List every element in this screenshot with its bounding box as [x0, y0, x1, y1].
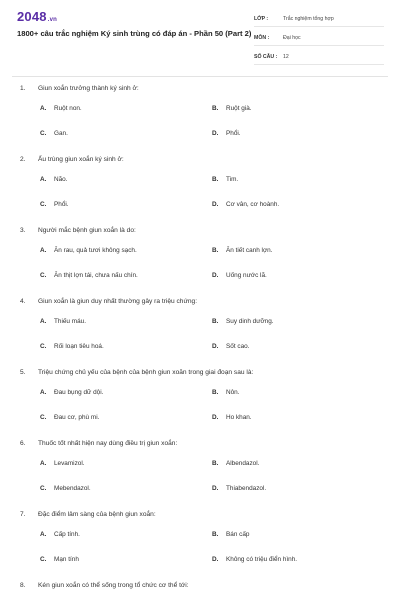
option-letter: C. [40, 556, 47, 563]
question-text: Giun xoắn là giun duy nhất thường gây ra triệu chứng: [38, 298, 198, 305]
option-letter: B. [212, 531, 219, 538]
option-b[interactable] [212, 389, 240, 396]
option-letter: A. [40, 318, 47, 325]
option-letter: A. [40, 389, 47, 396]
option-text: Thiabendazol. [226, 485, 267, 492]
page-header [0, 0, 400, 72]
option-letter: D. [212, 414, 219, 421]
option-a[interactable] [40, 105, 82, 112]
question-text: Thuốc tốt nhất hiện nay dùng điều trị giun xoắn: [38, 440, 178, 447]
question-number: 8. [20, 582, 26, 589]
option-letter: A. [40, 176, 47, 183]
option-letter: D. [212, 201, 219, 208]
question-text: Triệu chứng chủ yếu của bệnh của bệnh giun xoăn trong giai đoạn sau là: [38, 369, 254, 376]
question-item [0, 577, 400, 600]
option-letter: B. [212, 318, 219, 325]
option-letter: B. [212, 176, 219, 183]
question-text: Giun xoắn trưởng thành ký sinh ở: [38, 85, 139, 92]
option-c[interactable] [40, 130, 68, 137]
option-d[interactable] [212, 485, 266, 492]
question-number: 5. [20, 369, 26, 376]
option-b[interactable] [212, 318, 274, 325]
question-text: Đặc điểm lâm sàng của bệnh giun xoắn: [38, 511, 156, 518]
option-text: Ruột non. [54, 105, 82, 112]
option-text: Sốt cao. [226, 343, 250, 350]
option-text: Phổi. [226, 130, 241, 137]
meta-value: Đại học [283, 35, 301, 41]
option-text: Rối loạn tiêu hoá. [54, 343, 104, 350]
option-d[interactable] [212, 556, 297, 563]
meta-key: MÔN : [254, 35, 270, 41]
option-letter: C. [40, 414, 47, 421]
question-number: 7. [20, 511, 26, 518]
option-b[interactable] [212, 460, 259, 467]
option-d[interactable] [212, 414, 252, 421]
option-text: Tim. [226, 176, 239, 183]
option-a[interactable] [40, 318, 86, 325]
option-letter: D. [212, 343, 219, 350]
option-text: Não. [54, 176, 68, 183]
option-d[interactable] [212, 130, 241, 137]
option-text: Gan. [54, 130, 68, 137]
meta-row-class [254, 12, 384, 27]
option-text: Phổi. [54, 201, 69, 208]
meta-value: 12 [283, 54, 289, 60]
question-item [0, 506, 400, 577]
option-text: Cấp tính. [54, 531, 80, 538]
option-letter: D. [212, 556, 219, 563]
logo-text: 2048 [17, 9, 47, 24]
option-c[interactable] [40, 272, 138, 279]
option-c[interactable] [40, 556, 79, 563]
option-text: Không có triệu điển hình. [226, 556, 298, 563]
option-text: Uống nước lã. [226, 272, 267, 279]
option-letter: A. [40, 460, 47, 467]
document-title: 1800+ câu trắc nghiệm Ký sinh trùng có đáp án - Phần 50 (Part 2) [17, 29, 252, 38]
option-letter: D. [212, 272, 219, 279]
option-a[interactable] [40, 176, 68, 183]
option-c[interactable] [40, 343, 104, 350]
option-c[interactable] [40, 485, 91, 492]
question-number: 4. [20, 298, 26, 305]
option-d[interactable] [212, 343, 249, 350]
option-a[interactable] [40, 389, 103, 396]
option-b[interactable] [212, 176, 238, 183]
option-text: Ăn tiết canh lợn. [226, 247, 273, 254]
option-letter: B. [212, 389, 219, 396]
option-letter: C. [40, 272, 47, 279]
question-text: Ấu trùng giun xoắn ký sinh ở: [38, 156, 124, 163]
option-text: Mebendazol. [54, 485, 91, 492]
question-item [0, 80, 400, 151]
option-text: Thiếu máu. [54, 318, 86, 325]
option-b[interactable] [212, 247, 272, 254]
option-letter: C. [40, 343, 47, 350]
option-d[interactable] [212, 201, 279, 208]
question-list [0, 80, 400, 600]
question-number: 3. [20, 227, 26, 234]
question-number: 2. [20, 156, 26, 163]
option-text: Đau cơ, phù mi. [54, 414, 100, 421]
option-d[interactable] [212, 272, 267, 279]
question-text: Người mắc bệnh giun xoắn là do: [38, 227, 136, 234]
option-letter: A. [40, 531, 47, 538]
option-b[interactable] [212, 105, 252, 112]
option-c[interactable] [40, 414, 99, 421]
site-logo[interactable] [17, 9, 57, 24]
option-text: Ăn rau, quả tươi không sạch. [54, 247, 137, 254]
option-a[interactable] [40, 531, 80, 538]
option-letter: B. [212, 105, 219, 112]
question-text: Kén giun xoắn có thể sống trong tổ chức cơ thể tới: [38, 582, 189, 589]
option-text: Ho khan. [226, 414, 252, 421]
option-text: Bán cấp [226, 531, 250, 538]
question-item [0, 151, 400, 222]
option-text: Đau bụng dữ dội. [54, 389, 104, 396]
meta-info [254, 12, 384, 69]
header-divider [12, 76, 388, 77]
meta-row-subject [254, 31, 384, 46]
option-text: Cơ vân, cơ hoành. [226, 201, 280, 208]
logo-tld: .vn [47, 17, 58, 23]
option-text: Suy dinh dưỡng. [226, 318, 274, 325]
meta-row-count [254, 50, 384, 65]
meta-value: Trắc nghiệm tổng hợp [283, 16, 334, 22]
question-item [0, 435, 400, 506]
option-text: Albendazol. [226, 460, 260, 467]
option-text: Ruột già. [226, 105, 252, 112]
option-text: Mạn tính [54, 556, 79, 563]
option-text: Nôn. [226, 389, 240, 396]
meta-key: LỚP : [254, 16, 269, 22]
option-letter: D. [212, 130, 219, 137]
option-a[interactable] [40, 460, 85, 467]
option-letter: A. [40, 105, 47, 112]
option-letter: D. [212, 485, 219, 492]
option-a[interactable] [40, 247, 137, 254]
option-letter: C. [40, 130, 47, 137]
question-item [0, 222, 400, 293]
option-letter: A. [40, 247, 47, 254]
question-number: 6. [20, 440, 26, 447]
option-text: Levamizol. [54, 460, 85, 467]
option-c[interactable] [40, 201, 69, 208]
option-letter: B. [212, 460, 219, 467]
option-letter: C. [40, 485, 47, 492]
question-item [0, 364, 400, 435]
option-b[interactable] [212, 531, 249, 538]
question-item [0, 293, 400, 364]
option-letter: B. [212, 247, 219, 254]
option-text: Ăn thịt lợn tái, chưa nấu chín. [54, 272, 138, 279]
option-letter: C. [40, 201, 47, 208]
meta-key: SỐ CÂU : [254, 54, 278, 60]
question-number: 1. [20, 85, 26, 92]
